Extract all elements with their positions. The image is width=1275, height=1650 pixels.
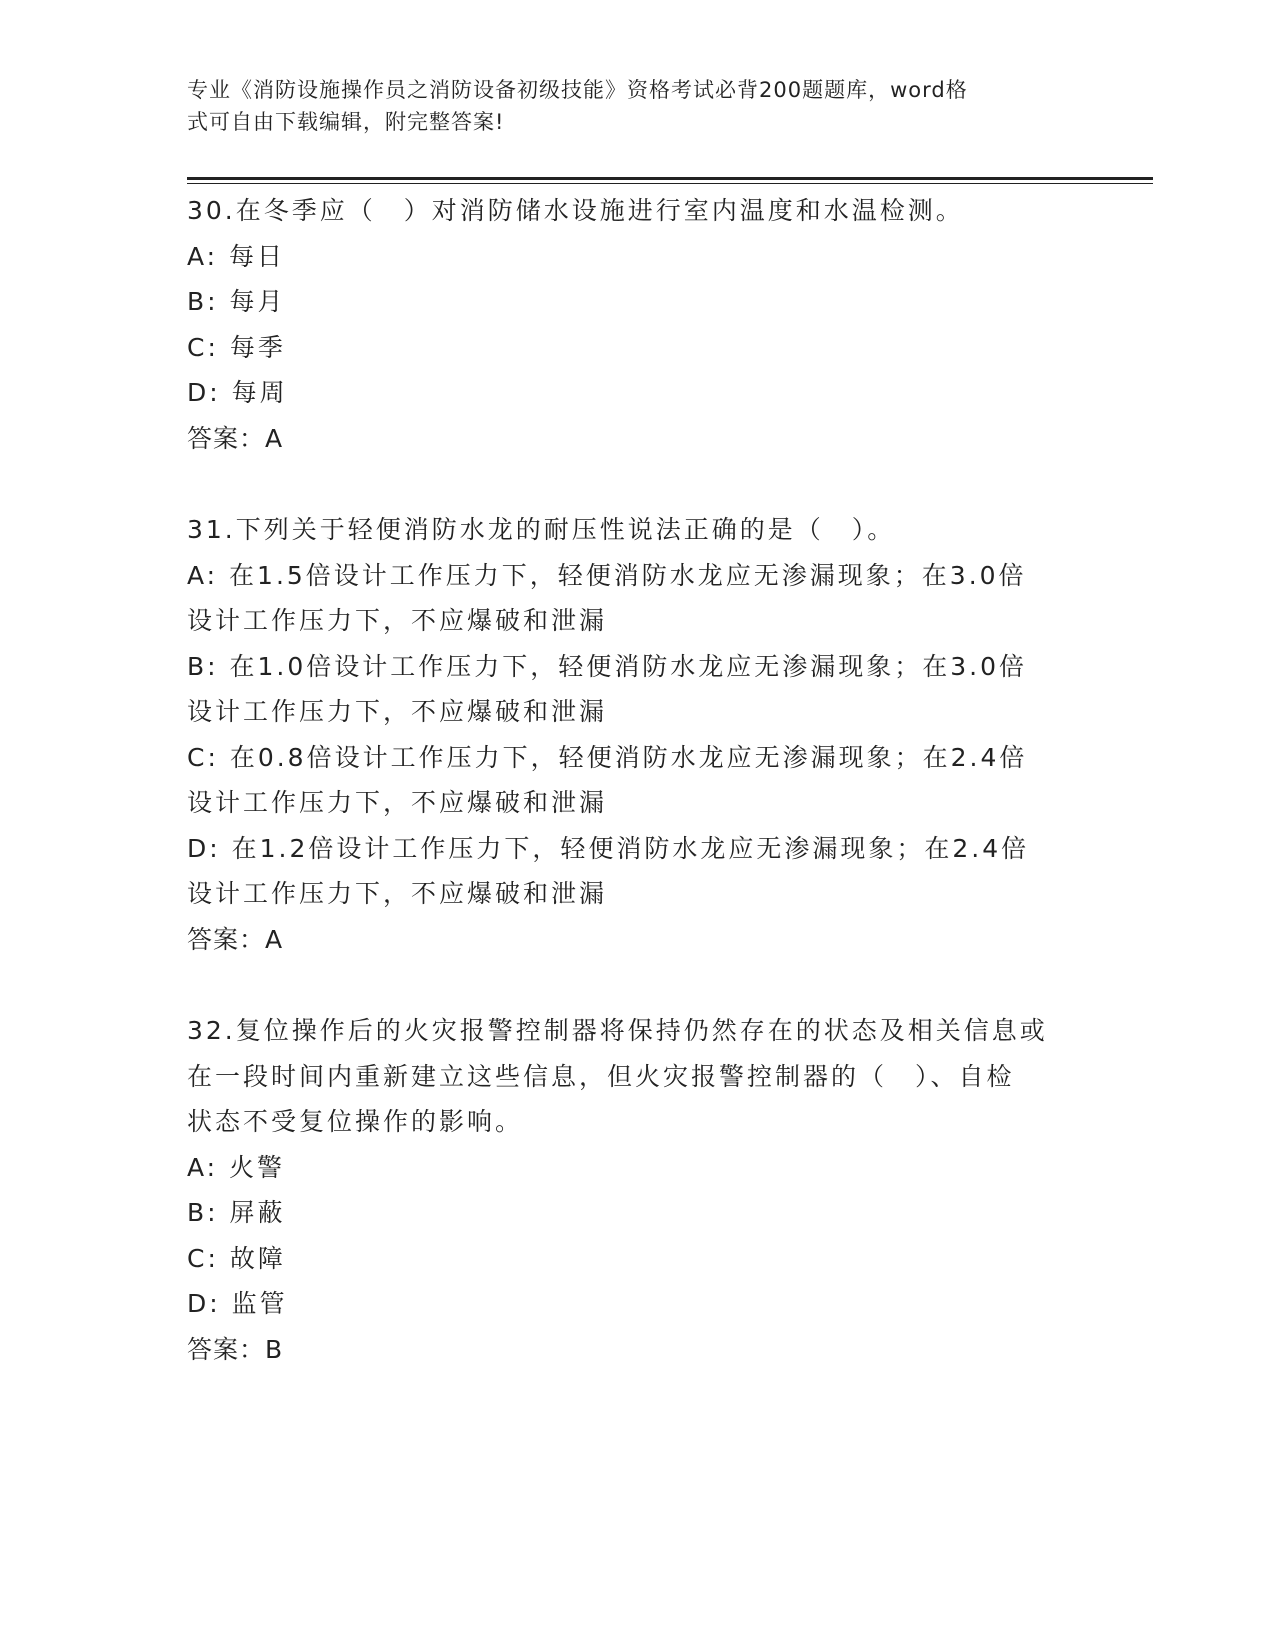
document-header bbox=[187, 74, 1067, 138]
option-b: B: 在1.0倍设计工作压力下，轻便消防水龙应无渗漏现象；在3.0倍 bbox=[187, 651, 1028, 681]
option-c-continuation: 设计工作压力下，不应爆破和泄漏 bbox=[187, 788, 608, 817]
question-stem: 31.下列关于轻便消防水龙的耐压性说法正确的是（ ）。 bbox=[187, 515, 896, 544]
question-stem: 30.在冬季应（ ）对消防储水设施进行室内温度和水温检测。 bbox=[187, 196, 964, 225]
answer-line: 答案：B bbox=[187, 1334, 284, 1364]
header-line-2: 式可自由下载编辑，附完整答案! bbox=[187, 110, 505, 134]
question-stem: 32.复位操作后的火灾报警控制器将保持仍然存在的状态及相关信息或 bbox=[187, 1016, 1048, 1045]
option-c: C: 在0.8倍设计工作压力下，轻便消防水龙应无渗漏现象；在2.4倍 bbox=[187, 742, 1028, 772]
option-a: A: 每日 bbox=[187, 241, 286, 271]
question-list bbox=[187, 188, 1087, 1372]
option-a: A: 在1.5倍设计工作压力下，轻便消防水龙应无渗漏现象；在3.0倍 bbox=[187, 560, 1027, 590]
question-stem-continuation: 在一段时间内重新建立这些信息，但火灾报警控制器的（ ）、自检 bbox=[187, 1061, 1015, 1091]
answer-line: 答案：A bbox=[187, 423, 284, 453]
option-b: B: 屏蔽 bbox=[187, 1198, 286, 1227]
question-stem-continuation: 状态不受复位操作的影响。 bbox=[187, 1107, 524, 1136]
header-divider-thin bbox=[187, 183, 1153, 184]
header-divider-thick bbox=[187, 177, 1153, 180]
option-c: C: 每季 bbox=[187, 332, 286, 362]
question-32 bbox=[187, 1008, 1087, 1372]
answer-line: 答案：A bbox=[187, 924, 284, 954]
option-c: C: 故障 bbox=[187, 1243, 286, 1273]
header-line-1: 专业《消防设施操作员之消防设备初级技能》资格考试必背200题题库，word格 bbox=[187, 78, 968, 102]
option-d: D: 在1.2倍设计工作压力下，轻便消防水龙应无渗漏现象；在2.4倍 bbox=[187, 833, 1030, 863]
option-d: D: 监管 bbox=[187, 1289, 288, 1318]
option-b-continuation: 设计工作压力下，不应爆破和泄漏 bbox=[187, 697, 608, 726]
option-a-continuation: 设计工作压力下，不应爆破和泄漏 bbox=[187, 606, 608, 635]
option-d-continuation: 设计工作压力下，不应爆破和泄漏 bbox=[187, 879, 608, 908]
option-b: B: 每月 bbox=[187, 287, 286, 316]
option-a: A: 火警 bbox=[187, 1152, 286, 1182]
option-d: D: 每周 bbox=[187, 378, 288, 407]
question-30 bbox=[187, 188, 1087, 461]
question-31 bbox=[187, 507, 1087, 962]
